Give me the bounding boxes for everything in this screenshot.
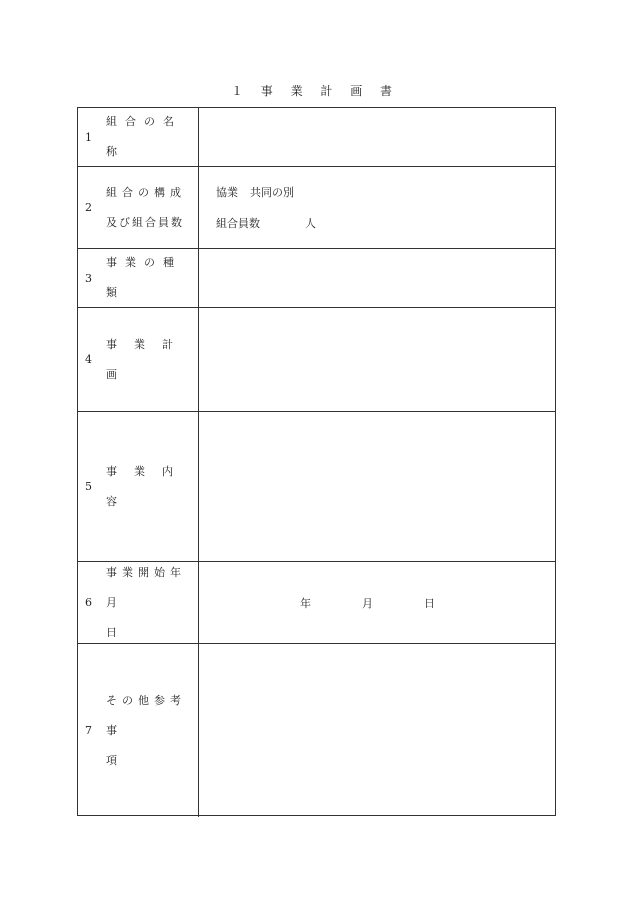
row-label: 事業の種類 bbox=[106, 256, 182, 299]
start-date-field[interactable] bbox=[199, 562, 555, 643]
row-label: その他参考事 項 bbox=[106, 693, 186, 767]
row-number: 1 bbox=[85, 130, 92, 144]
other-reference-field[interactable] bbox=[199, 644, 555, 817]
table-row bbox=[78, 644, 555, 817]
member-count-line: 組合員数 人 bbox=[216, 216, 316, 230]
date-day-label: 日 bbox=[424, 596, 435, 610]
row-label: 事業計画 bbox=[106, 337, 190, 381]
union-name-field[interactable] bbox=[199, 108, 555, 166]
page-title: １ 事 業 計 画 書 bbox=[230, 84, 400, 98]
row-number: 3 bbox=[85, 271, 92, 285]
row-label: 事業内容 bbox=[106, 464, 190, 508]
table-row bbox=[78, 108, 555, 167]
table-row bbox=[78, 308, 555, 412]
union-composition-field[interactable] bbox=[199, 167, 555, 248]
table-row bbox=[78, 562, 555, 644]
row-label: 事業開始年月 日 bbox=[106, 565, 186, 639]
row-number: 2 bbox=[85, 201, 92, 214]
plan-form-table bbox=[77, 107, 556, 816]
composition-line: 協業 共同の別 bbox=[216, 185, 294, 199]
table-row bbox=[78, 167, 555, 249]
table-row bbox=[78, 249, 555, 308]
row-number: 6 bbox=[85, 596, 92, 609]
row-label: 組合の構成 及び組合員数 bbox=[106, 185, 186, 229]
business-content-field[interactable] bbox=[199, 412, 555, 561]
row-number: 4 bbox=[85, 353, 92, 366]
date-year-label: 年 bbox=[300, 596, 311, 610]
business-type-field[interactable] bbox=[199, 249, 555, 307]
row-number: 5 bbox=[85, 480, 92, 493]
row-label: 組合の名称 bbox=[106, 115, 182, 158]
business-plan-field[interactable] bbox=[199, 308, 555, 411]
date-month-label: 月 bbox=[362, 596, 373, 610]
row-number: 7 bbox=[85, 724, 92, 737]
table-row bbox=[78, 412, 555, 562]
